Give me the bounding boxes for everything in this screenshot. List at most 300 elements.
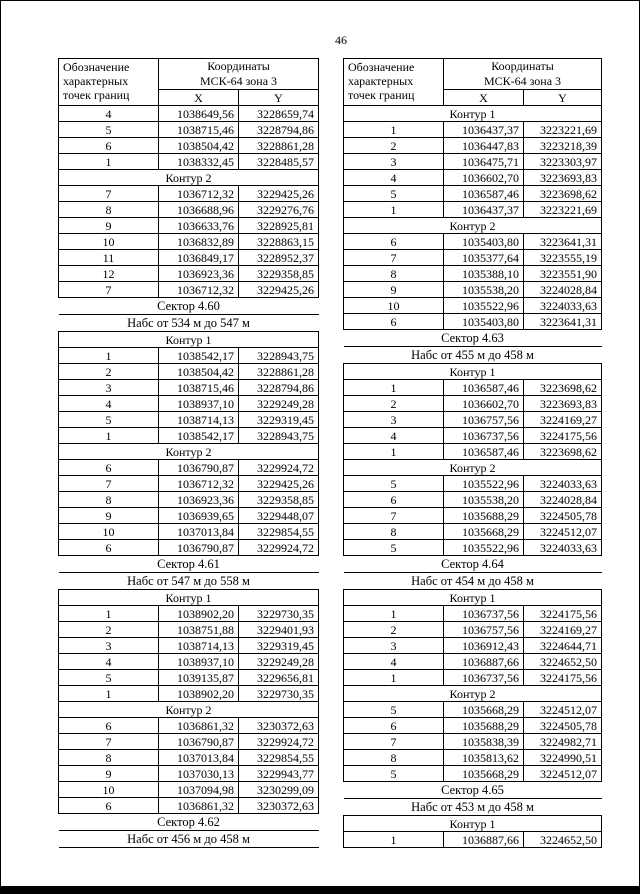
y-coordinate: 3230372,63 [239, 718, 319, 734]
table-row [344, 250, 602, 266]
y-coordinate: 3223698,62 [524, 444, 602, 460]
table-row [344, 234, 602, 250]
table-row [59, 154, 319, 170]
table-row [344, 476, 602, 492]
point-number: 5 [59, 412, 159, 428]
x-coordinate: 1038504,42 [159, 364, 239, 380]
x-coordinate: 1036737,56 [444, 428, 524, 444]
x-coordinate: 1038504,42 [159, 138, 239, 154]
point-number: 6 [59, 138, 159, 154]
x-coordinate: 1036790,87 [159, 460, 239, 476]
x-coordinate: 1038715,46 [159, 122, 239, 138]
y-coordinate: 3224033,63 [524, 298, 602, 314]
x-coordinate: 1036633,76 [159, 218, 239, 234]
header-x: X [159, 90, 239, 106]
x-coordinate: 1038937,10 [159, 654, 239, 670]
y-coordinate: 3229425,26 [239, 476, 319, 492]
y-coordinate: 3229249,28 [239, 654, 319, 670]
sector-row [59, 831, 319, 848]
contour-row [344, 816, 602, 832]
contour-row [344, 106, 602, 122]
point-number: 11 [59, 250, 159, 266]
point-number: 3 [59, 638, 159, 654]
sector-row [59, 315, 319, 332]
x-coordinate: 1035388,10 [444, 266, 524, 282]
point-number: 2 [344, 622, 444, 638]
y-coordinate: 3223693,83 [524, 396, 602, 412]
table-row [59, 186, 319, 202]
table-row [59, 798, 319, 814]
point-number: 2 [344, 396, 444, 412]
x-coordinate: 1036688,96 [159, 202, 239, 218]
x-coordinate: 1036447,83 [444, 138, 524, 154]
table-row [344, 202, 602, 218]
x-coordinate: 1035838,39 [444, 734, 524, 750]
point-number: 7 [59, 734, 159, 750]
sector-row [344, 573, 602, 590]
sector-row [344, 556, 602, 573]
sector-label: Сектор 4.64 [344, 556, 602, 573]
sector-label: Сектор 4.65 [344, 782, 602, 799]
table-row [344, 702, 602, 718]
x-coordinate: 1038542,17 [159, 348, 239, 364]
table-row [59, 718, 319, 734]
table-row [344, 540, 602, 556]
y-coordinate: 3228794,86 [239, 122, 319, 138]
table-row [344, 154, 602, 170]
point-number: 7 [344, 508, 444, 524]
table-row [344, 314, 602, 330]
y-coordinate: 3224175,56 [524, 606, 602, 622]
left-coordinates-table [58, 58, 318, 848]
x-coordinate: 1038751,88 [159, 622, 239, 638]
table-row [344, 444, 602, 460]
point-number: 5 [344, 476, 444, 492]
y-coordinate: 3229854,55 [239, 524, 319, 540]
y-coordinate: 3224175,56 [524, 428, 602, 444]
x-coordinate: 1035813,62 [444, 750, 524, 766]
sector-row [344, 330, 602, 347]
y-coordinate: 3224512,07 [524, 524, 602, 540]
table-row [59, 428, 319, 444]
y-coordinate: 3224169,27 [524, 622, 602, 638]
y-coordinate: 3223218,39 [524, 138, 602, 154]
table-row [59, 782, 319, 798]
header-coordinates: Координаты МСК-64 зона 3 [159, 59, 319, 90]
x-coordinate: 1038902,20 [159, 686, 239, 702]
y-coordinate: 3229656,81 [239, 670, 319, 686]
x-coordinate: 1036849,17 [159, 250, 239, 266]
table-row [344, 524, 602, 540]
y-coordinate: 3228863,15 [239, 234, 319, 250]
y-coordinate: 3223221,69 [524, 122, 602, 138]
point-number: 1 [344, 444, 444, 460]
x-coordinate: 1035377,64 [444, 250, 524, 266]
x-coordinate: 1035538,20 [444, 492, 524, 508]
table-row [344, 412, 602, 428]
contour-row [59, 702, 319, 718]
point-number: 1 [344, 832, 444, 848]
x-coordinate: 1035538,20 [444, 282, 524, 298]
y-coordinate: 3229358,85 [239, 492, 319, 508]
table-row [344, 396, 602, 412]
y-coordinate: 3228925,81 [239, 218, 319, 234]
x-coordinate: 1038902,20 [159, 606, 239, 622]
y-coordinate: 3230372,63 [239, 798, 319, 814]
y-coordinate: 3229730,35 [239, 606, 319, 622]
point-number: 3 [344, 154, 444, 170]
point-number: 5 [344, 186, 444, 202]
x-coordinate: 1035688,29 [444, 718, 524, 734]
x-coordinate: 1036737,56 [444, 606, 524, 622]
sector-label: Сектор 4.63 [344, 330, 602, 347]
point-number: 1 [59, 606, 159, 622]
point-number: 4 [59, 396, 159, 412]
table-row [59, 476, 319, 492]
sector-row [59, 298, 319, 315]
table-row [59, 412, 319, 428]
table-row [59, 622, 319, 638]
contour-label: Контур 2 [59, 702, 319, 718]
table-row [59, 524, 319, 540]
point-number: 5 [59, 122, 159, 138]
point-number: 9 [59, 508, 159, 524]
y-coordinate: 3228659,74 [239, 106, 319, 122]
sector-label: Набс от 454 м до 458 м [344, 573, 602, 590]
x-coordinate: 1036887,66 [444, 654, 524, 670]
x-coordinate: 1038714,13 [159, 412, 239, 428]
sector-label: Набс от 456 м до 458 м [59, 831, 319, 848]
x-coordinate: 1035688,29 [444, 508, 524, 524]
y-coordinate: 3223698,62 [524, 186, 602, 202]
point-number: 3 [59, 380, 159, 396]
y-coordinate: 3229249,28 [239, 396, 319, 412]
point-number: 9 [59, 766, 159, 782]
y-coordinate: 3229425,26 [239, 186, 319, 202]
x-coordinate: 1036437,37 [444, 202, 524, 218]
table-row [59, 734, 319, 750]
point-number: 3 [344, 412, 444, 428]
y-coordinate: 3229943,77 [239, 766, 319, 782]
page-number: 46 [335, 33, 347, 47]
point-number: 5 [344, 702, 444, 718]
table-row [59, 686, 319, 702]
point-number: 2 [344, 138, 444, 154]
table-row [344, 492, 602, 508]
y-coordinate: 3229401,93 [239, 622, 319, 638]
header-y: Y [524, 90, 602, 106]
y-coordinate: 3224982,71 [524, 734, 602, 750]
table-row [59, 460, 319, 476]
point-number: 2 [59, 622, 159, 638]
sector-row [344, 347, 602, 364]
sector-row [59, 573, 319, 590]
y-coordinate: 3224175,56 [524, 670, 602, 686]
point-number: 10 [344, 298, 444, 314]
point-number: 4 [344, 654, 444, 670]
table-row [59, 380, 319, 396]
y-coordinate: 3224990,51 [524, 750, 602, 766]
table-row [59, 396, 319, 412]
x-coordinate: 1036587,46 [444, 444, 524, 460]
point-number: 5 [59, 670, 159, 686]
y-coordinate: 3223303,97 [524, 154, 602, 170]
point-number: 6 [344, 718, 444, 734]
x-coordinate: 1035522,96 [444, 540, 524, 556]
x-coordinate: 1035522,96 [444, 298, 524, 314]
point-number: 8 [59, 492, 159, 508]
header-x: X [444, 90, 524, 106]
point-number: 3 [344, 638, 444, 654]
contour-row [59, 170, 319, 186]
y-coordinate: 3228861,28 [239, 364, 319, 380]
table-row [59, 282, 319, 298]
table-row [344, 380, 602, 396]
y-coordinate: 3228794,86 [239, 380, 319, 396]
header-point-designation: Обозначение характерных точек границ [59, 59, 159, 106]
y-coordinate: 3224652,50 [524, 654, 602, 670]
x-coordinate: 1036912,43 [444, 638, 524, 654]
x-coordinate: 1036712,32 [159, 476, 239, 492]
point-number: 8 [59, 750, 159, 766]
y-coordinate: 3223641,31 [524, 314, 602, 330]
table-row [59, 638, 319, 654]
sector-label: Набс от 455 м до 458 м [344, 347, 602, 364]
table-row [344, 298, 602, 314]
contour-row [344, 364, 602, 380]
point-number: 1 [59, 348, 159, 364]
point-number: 1 [59, 428, 159, 444]
y-coordinate: 3223221,69 [524, 202, 602, 218]
contour-label: Контур 1 [59, 590, 319, 606]
table-row [344, 750, 602, 766]
table-row [59, 654, 319, 670]
x-coordinate: 1035403,80 [444, 234, 524, 250]
contour-row [59, 590, 319, 606]
x-coordinate: 1035668,29 [444, 766, 524, 782]
y-coordinate: 3224505,78 [524, 718, 602, 734]
table-row [344, 832, 602, 848]
table-row [344, 622, 602, 638]
contour-row [344, 460, 602, 476]
contour-label: Контур 2 [344, 218, 602, 234]
y-coordinate: 3228485,57 [239, 154, 319, 170]
sector-label: Набс от 534 м до 547 м [59, 315, 319, 332]
table-row [59, 492, 319, 508]
y-coordinate: 3228861,28 [239, 138, 319, 154]
y-coordinate: 3229924,72 [239, 460, 319, 476]
contour-label: Контур 2 [59, 444, 319, 460]
x-coordinate: 1036437,37 [444, 122, 524, 138]
point-number: 2 [59, 364, 159, 380]
point-number: 5 [344, 766, 444, 782]
y-coordinate: 3228943,75 [239, 428, 319, 444]
y-coordinate: 3229448,07 [239, 508, 319, 524]
contour-label: Контур 2 [59, 170, 319, 186]
point-number: 1 [59, 686, 159, 702]
y-coordinate: 3224033,63 [524, 540, 602, 556]
contour-row [344, 590, 602, 606]
x-coordinate: 1038715,46 [159, 380, 239, 396]
y-coordinate: 3223698,62 [524, 380, 602, 396]
x-coordinate: 1036790,87 [159, 540, 239, 556]
x-coordinate: 1036602,70 [444, 396, 524, 412]
y-coordinate: 3229924,72 [239, 540, 319, 556]
sector-row [59, 814, 319, 831]
point-number: 1 [344, 122, 444, 138]
y-coordinate: 3224505,78 [524, 508, 602, 524]
contour-label: Контур 2 [344, 686, 602, 702]
point-number: 7 [59, 476, 159, 492]
bottom-scan-bar [0, 886, 640, 894]
contour-row [59, 444, 319, 460]
table-row [59, 348, 319, 364]
y-coordinate: 3228952,37 [239, 250, 319, 266]
y-coordinate: 3223555,19 [524, 250, 602, 266]
y-coordinate: 3224028,84 [524, 492, 602, 508]
x-coordinate: 1036887,66 [444, 832, 524, 848]
x-coordinate: 1036712,32 [159, 282, 239, 298]
x-coordinate: 1037013,84 [159, 524, 239, 540]
x-coordinate: 1037030,13 [159, 766, 239, 782]
y-coordinate: 3229358,85 [239, 266, 319, 282]
x-coordinate: 1036923,36 [159, 492, 239, 508]
table-row [59, 202, 319, 218]
x-coordinate: 1038937,10 [159, 396, 239, 412]
point-number: 6 [59, 718, 159, 734]
x-coordinate: 1035668,29 [444, 702, 524, 718]
y-coordinate: 3223693,83 [524, 170, 602, 186]
x-coordinate: 1035522,96 [444, 476, 524, 492]
y-coordinate: 3224512,07 [524, 702, 602, 718]
x-coordinate: 1036923,36 [159, 266, 239, 282]
header-coordinates: Координаты МСК-64 зона 3 [444, 59, 602, 90]
point-number: 4 [59, 106, 159, 122]
right-coordinates-table [343, 58, 601, 848]
table-row [344, 606, 602, 622]
point-number: 7 [344, 250, 444, 266]
x-coordinate: 1037013,84 [159, 750, 239, 766]
contour-label: Контур 1 [344, 106, 602, 122]
point-number: 1 [344, 202, 444, 218]
contour-label: Контур 2 [344, 460, 602, 476]
table-row [59, 266, 319, 282]
x-coordinate: 1039135,87 [159, 670, 239, 686]
contour-row [59, 332, 319, 348]
y-coordinate: 3229319,45 [239, 638, 319, 654]
table-row [59, 234, 319, 250]
y-coordinate: 3229276,76 [239, 202, 319, 218]
table-row [59, 508, 319, 524]
table-row [59, 606, 319, 622]
point-number: 7 [59, 186, 159, 202]
y-coordinate: 3224028,84 [524, 282, 602, 298]
table-row [344, 138, 602, 154]
point-number: 5 [344, 540, 444, 556]
point-number: 10 [59, 782, 159, 798]
x-coordinate: 1036832,89 [159, 234, 239, 250]
point-number: 12 [59, 266, 159, 282]
point-number: 1 [59, 154, 159, 170]
sector-row [59, 556, 319, 573]
table-row [59, 540, 319, 556]
table-row [59, 250, 319, 266]
table-row [344, 734, 602, 750]
x-coordinate: 1038332,45 [159, 154, 239, 170]
table-row [344, 428, 602, 444]
header-point-designation: Обозначение характерных точек границ [344, 59, 444, 106]
table-row [344, 508, 602, 524]
table-row [344, 186, 602, 202]
point-number: 8 [344, 524, 444, 540]
y-coordinate: 3228943,75 [239, 348, 319, 364]
table-row [344, 122, 602, 138]
x-coordinate: 1036712,32 [159, 186, 239, 202]
point-number: 6 [59, 460, 159, 476]
y-coordinate: 3229319,45 [239, 412, 319, 428]
table-row [59, 106, 319, 122]
y-coordinate: 3230299,09 [239, 782, 319, 798]
table-row [59, 364, 319, 380]
y-coordinate: 3224169,27 [524, 412, 602, 428]
point-number: 4 [59, 654, 159, 670]
y-coordinate: 3223551,90 [524, 266, 602, 282]
sector-label: Сектор 4.60 [59, 298, 319, 315]
point-number: 7 [59, 282, 159, 298]
table-row [344, 170, 602, 186]
x-coordinate: 1035403,80 [444, 314, 524, 330]
x-coordinate: 1038542,17 [159, 428, 239, 444]
x-coordinate: 1036939,65 [159, 508, 239, 524]
point-number: 6 [344, 234, 444, 250]
contour-row [344, 686, 602, 702]
table-row [344, 766, 602, 782]
point-number: 6 [344, 492, 444, 508]
x-coordinate: 1038649,56 [159, 106, 239, 122]
x-coordinate: 1035668,29 [444, 524, 524, 540]
y-coordinate: 3224652,50 [524, 832, 602, 848]
y-coordinate: 3223641,31 [524, 234, 602, 250]
contour-label: Контур 1 [344, 816, 602, 832]
table-row [344, 638, 602, 654]
point-number: 10 [59, 524, 159, 540]
x-coordinate: 1037094,98 [159, 782, 239, 798]
point-number: 1 [344, 670, 444, 686]
point-number: 9 [59, 218, 159, 234]
table-row [344, 282, 602, 298]
x-coordinate: 1036602,70 [444, 170, 524, 186]
y-coordinate: 3229730,35 [239, 686, 319, 702]
sector-row [344, 799, 602, 816]
point-number: 8 [344, 750, 444, 766]
contour-label: Контур 1 [344, 590, 602, 606]
y-coordinate: 3229854,55 [239, 750, 319, 766]
x-coordinate: 1036475,71 [444, 154, 524, 170]
y-coordinate: 3224033,63 [524, 476, 602, 492]
table-row [344, 670, 602, 686]
point-number: 6 [59, 798, 159, 814]
header-y: Y [239, 90, 319, 106]
y-coordinate: 3224512,07 [524, 766, 602, 782]
contour-label: Контур 1 [344, 364, 602, 380]
x-coordinate: 1036861,32 [159, 718, 239, 734]
table-row [59, 670, 319, 686]
x-coordinate: 1036861,32 [159, 798, 239, 814]
x-coordinate: 1036757,56 [444, 622, 524, 638]
point-number: 10 [59, 234, 159, 250]
table-row [59, 122, 319, 138]
table-row [59, 750, 319, 766]
